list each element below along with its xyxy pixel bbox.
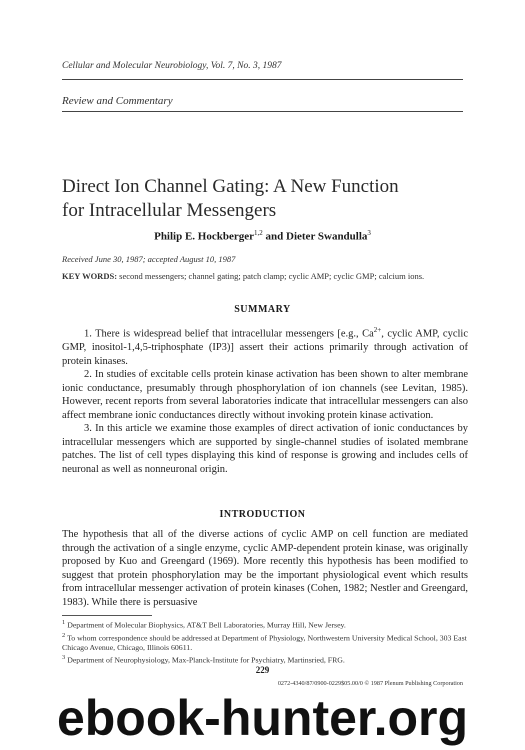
footnotes [62, 618, 472, 666]
summary-heading: SUMMARY [234, 304, 291, 315]
copyright-line: 0272-4340/87/0900-0229$05.00/0 © 1987 Plenum Publishing Corporation [277, 680, 463, 687]
keywords [62, 271, 482, 281]
journal-citation: Cellular and Molecular Neurobiology, Vol. 7, No. 3, 1987 [62, 61, 282, 71]
title-line-1: Direct Ion Channel Gating: A New Function [62, 176, 399, 197]
summary-paragraph-3: 3. In this article we examine those examples of direct activation of ionic conductances by intracellular messengers which are supported by single-channel studies of isolated membrane patches. The list of cell types displaying this kind of response is growing and includes cells of neuronal as well as nonneuronal origin. [62, 423, 468, 475]
keywords-text: second messengers; channel gating; patch clamp; cyclic AMP; cyclic GMP; calcium ions. [119, 271, 425, 281]
introduction-paragraph-1: The hypothesis that all of the diverse actions of cyclic AMP on cell function are mediated through the activation of a single enzyme, cyclic AMP-dependent protein kinase, was originally proposed by Kuo and Greengard (1969). More recently this hypothesis has been modified to suggest that protein phosphorylation may be the important physiological event which results from intracellular messenger activation of protein kinases (Cohen, 1982; Nestler and Greengard, 1983). While there is persuasive [62, 529, 468, 608]
author-conjunction: and [265, 230, 284, 243]
footnote-3: $^3$ Department of Neurophysiology, Max-Planck-Institute for Psychiatry, Martinsried, FRG. [62, 654, 345, 665]
summary-paragraph-1: 1. There is widespread belief that intracellular messengers [e.g., $Ca^{2+}$, cyclic AMP, cyclic GMP, inositol-1,4,5-triphosphate (IP3)] assert their actions primarily through activation of protein kinases. [62, 326, 468, 367]
received-dates: Received June 30, 1987; accepted August 10, 1987 [62, 254, 236, 264]
footnote-rule [62, 615, 152, 616]
watermark: ebook-hunter.org [56, 690, 469, 746]
footnote-1: $^1$ Department of Molecular Biophysics, AT&T Bell Laboratories, Murray Hill, New Jersey. [62, 619, 346, 630]
summary-paragraph-2: 2. In studies of excitable cells protein kinase activation has been shown to alter membrane ionic conductance, presumably through phosphorylation of ion channels (see Levitan, 1985). However, recent reports from several laboratories indicate that intracellular messengers can also affect membrane ionic conductances directly without invoking protein kinase activation. [62, 369, 468, 421]
introduction-body [62, 528, 468, 609]
footnote-2: $^2$ To whom correspondence should be addressed at Department of Physiology, Northwestern University Medical School, 303 East Chicago Avenue, Chicago, Illinois 60611. [62, 631, 467, 653]
author-1: Philip E. Hockberger [154, 230, 255, 243]
authors [0, 229, 525, 243]
header-rule-top [62, 79, 463, 80]
page-number: 229 [255, 665, 270, 675]
author-2-affiliation: 3 [367, 229, 371, 237]
summary-body [62, 324, 468, 476]
introduction-heading: INTRODUCTION [219, 509, 306, 520]
author-2: Dieter Swandulla [286, 230, 368, 243]
header-rule-bottom [62, 111, 463, 112]
title-line-2: for Intracellular Messengers [62, 200, 277, 221]
section-label: Review and Commentary [62, 95, 173, 107]
article-title [62, 175, 472, 223]
keywords-label: KEY WORDS: [62, 271, 118, 281]
author-1-affiliation: 1,2 [254, 229, 263, 237]
